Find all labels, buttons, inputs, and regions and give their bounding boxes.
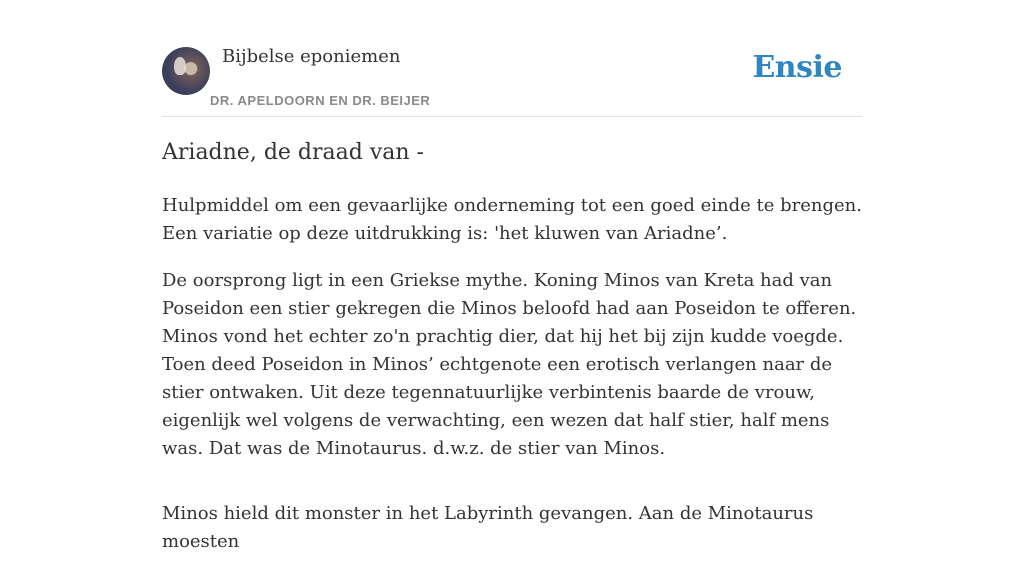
body-paragraph: De oorsprong ligt in een Griekse mythe. Koning Minos van Kreta had van Poseidon een stier gekregen die Minos beloofd had aan Poseidon te offeren. Minos vond het echter zo'n prachtig dier, dat hij het bij zijn kudde voegde. Toen deed Poseidon in Minos’ echtgenote een erotisch verlangen naar de stier ontwaken. Uit deze tegennatuurlijke verbintenis baarde de vrouw, eigenlijk wel volgens de verwachting, een wezen dat half stier, half mens was. Dat was de Minotaurus. d.w.z. de stier van Minos. [162,270,857,459]
page-content [162,0,862,552]
body-paragraph: Hulpmiddel om een gevaarlijke onderneming tot een goed einde te brengen. Een variatie op deze uitdrukking is: 'het kluwen van Ariadne’. [162,195,862,244]
header [162,0,862,117]
entry-body [162,192,862,575]
author-name[interactable]: DR. APELDOORN EN DR. BEIJER [210,93,431,108]
ensie-logo-link[interactable]: Ensie [752,50,842,85]
body-paragraph: Minos hield dit monster in het Labyrinth gevangen. Aan de Minotaurus moesten [162,503,814,552]
book-cover-image[interactable] [162,47,193,95]
entry-title: Ariadne, de draad van - [162,140,424,165]
book-title[interactable]: Bijbelse eponiemen [222,46,401,67]
book-cover-art [162,47,210,95]
